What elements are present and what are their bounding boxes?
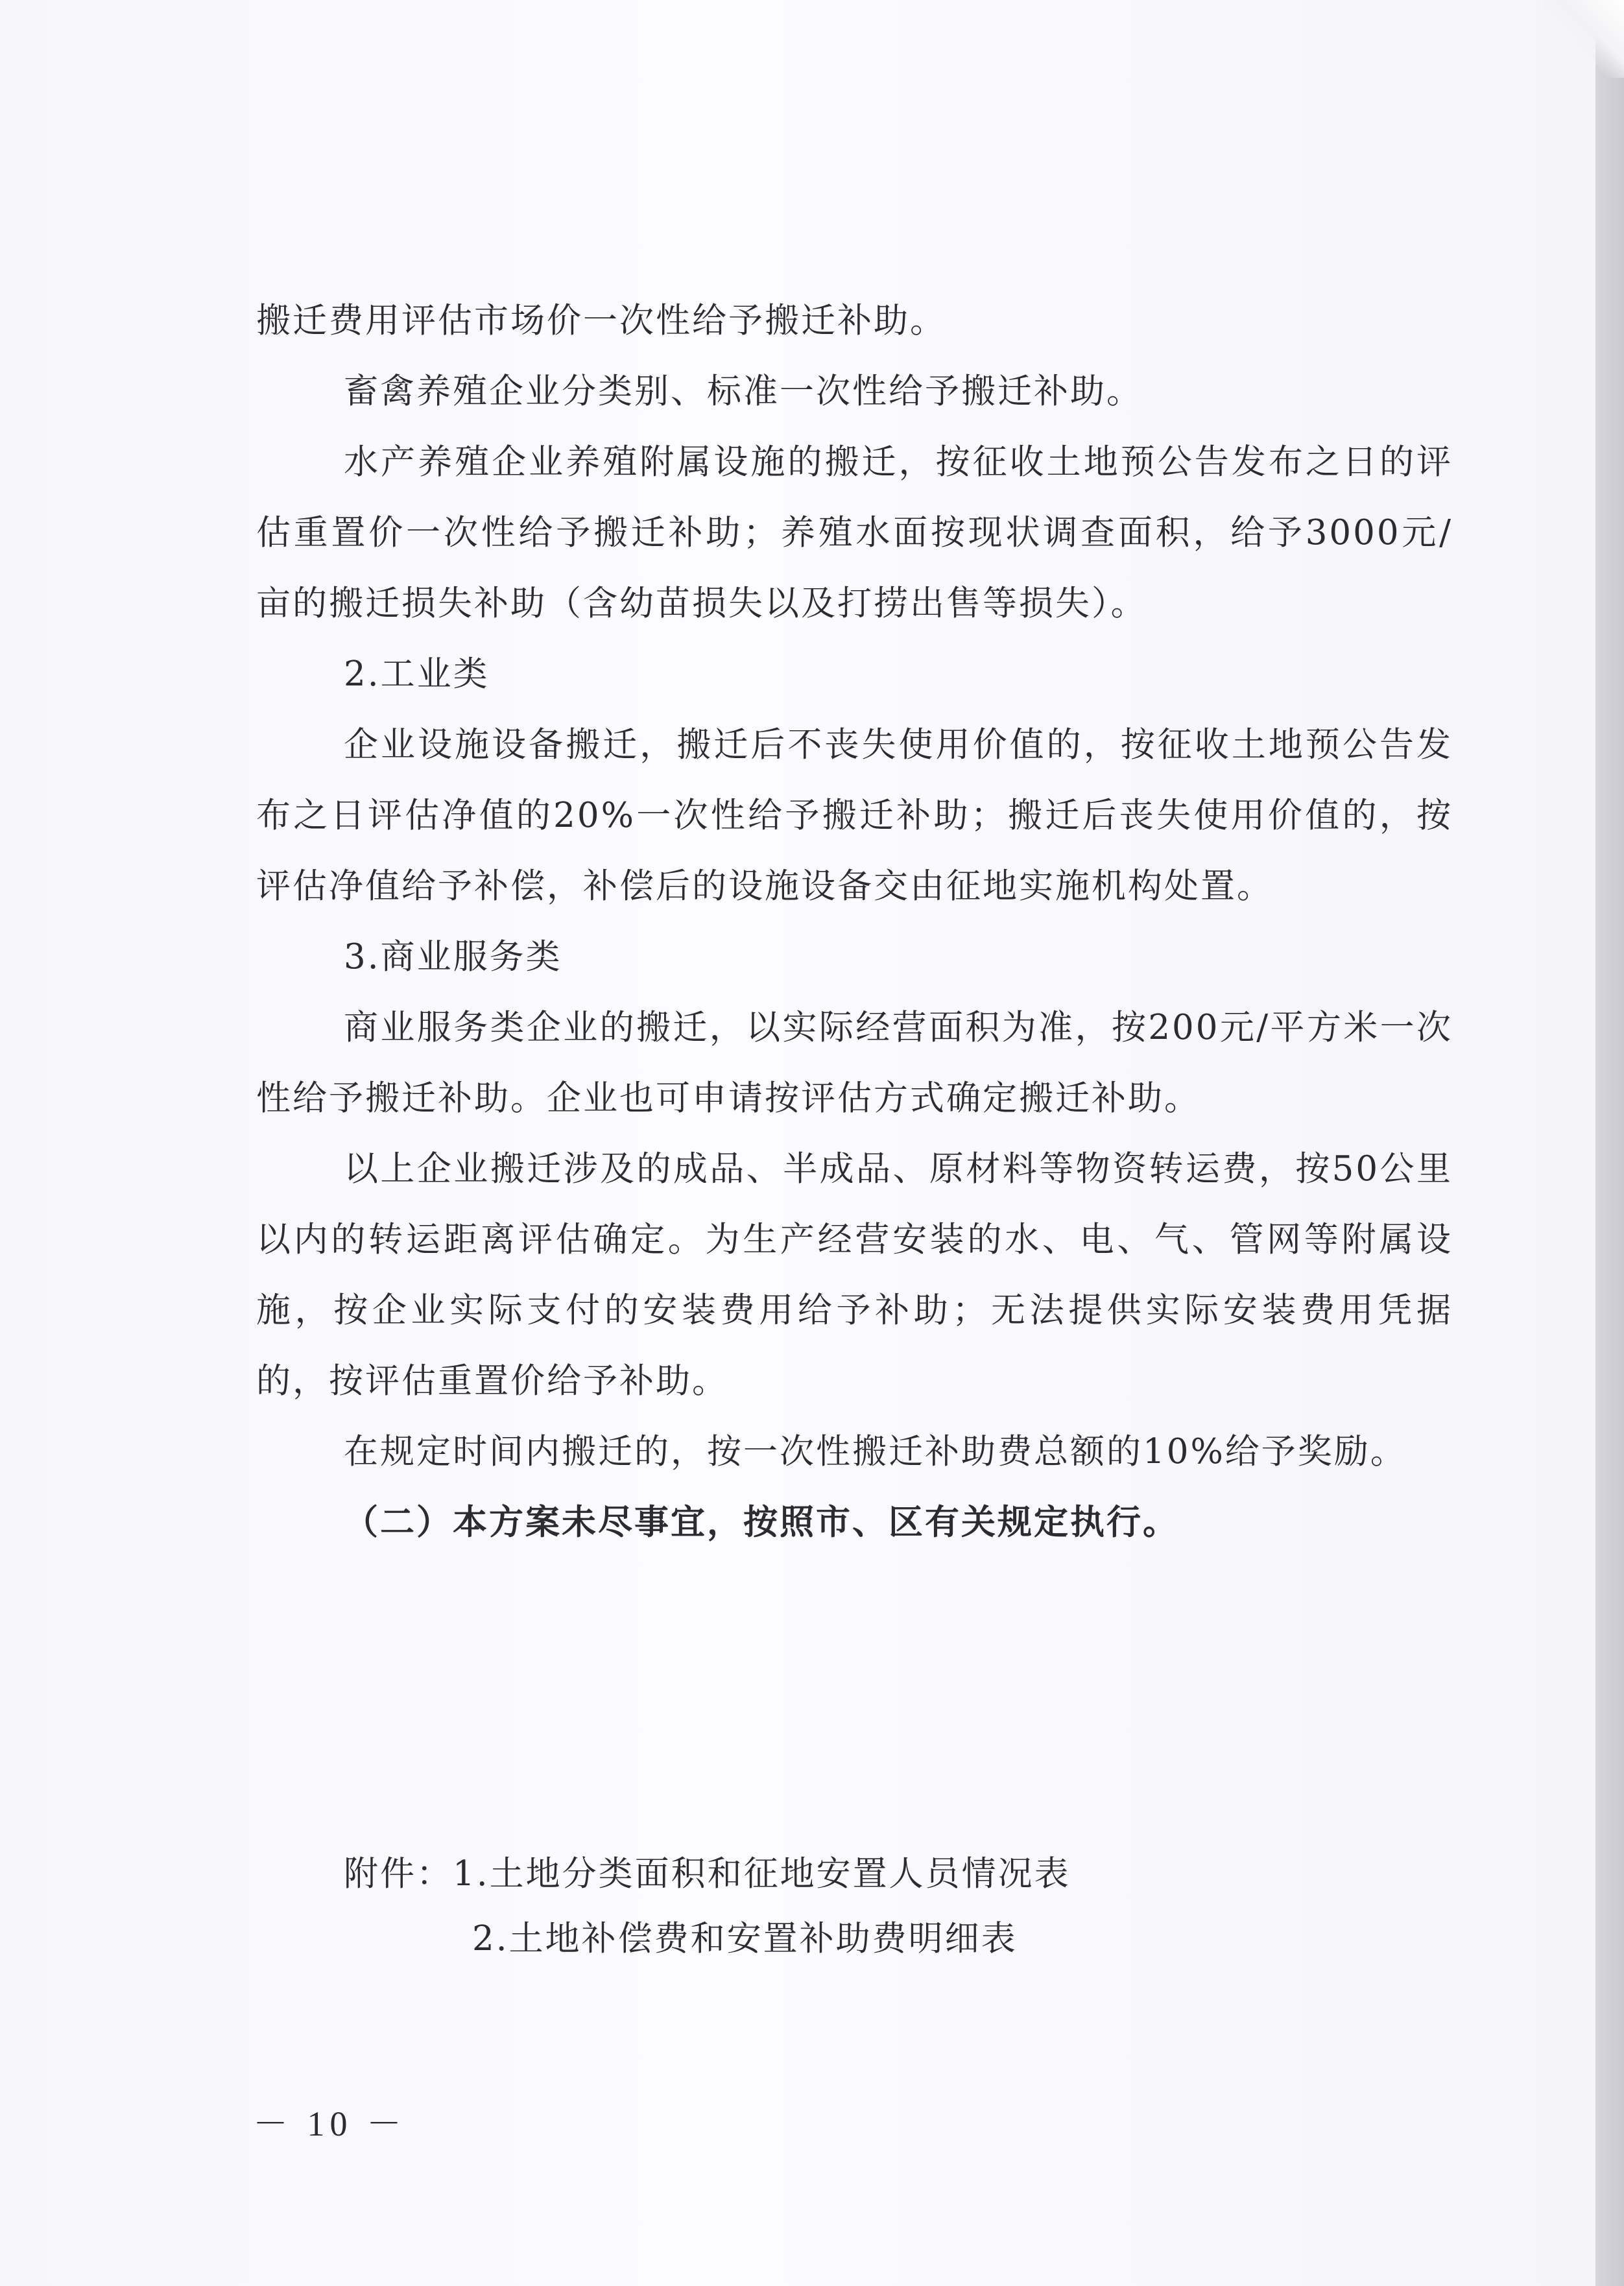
paragraph-3: 水产养殖企业养殖附属设施的搬迁，按征收土地预公告发布之日的评估重置价一次性给予搬迁补助；养殖水面按现状调查面积，给予3000元/亩的搬迁损失补助（含幼苗损失以及打捞出售等损失）。 [256, 442, 1453, 623]
page-corner-curl [1544, 0, 1624, 78]
paragraph-1: 搬迁费用评估市场价一次性给予搬迁补助。 [256, 301, 946, 340]
section-heading-commerce: 3.商业服务类 [344, 937, 562, 977]
scan-edge [1595, 0, 1624, 2286]
attachment-line-2 [472, 1913, 1018, 1965]
attachment-label: 附件： [344, 1854, 453, 1894]
attachment-item-1: 1.土地分类面积和征地安置人员情况表 [453, 1854, 1071, 1894]
attachment-item-2: 2.土地补偿费和安置补助费明细表 [472, 1919, 1018, 1959]
body-text [256, 285, 1453, 1558]
page-number: － 10 － [253, 2104, 407, 2143]
paragraph-7: 商业服务类企业的搬迁，以实际经营面积为准，按200元/平方米一次性给予搬迁补助。企业也可申请按评估方式确定搬迁补助。 [256, 1008, 1453, 1118]
paragraph-10-bold: （二）本方案未尽事宜，按照市、区有关规定执行。 [344, 1502, 1179, 1542]
section-heading-industry: 2.工业类 [344, 654, 490, 694]
paragraph-8: 以上企业搬迁涉及的成品、半成品、原材料等物资转运费，按50公里以内的转运距离评估确定。为生产经营安装的水、电、气、管网等附属设施，按企业实际支付的安装费用给予补助；无法提供实际安装费用凭据的，按评估重置价给予补助。 [256, 1149, 1453, 1401]
paragraph-9: 在规定时间内搬迁的，按一次性搬迁补助费总额的10%给予奖励。 [344, 1432, 1407, 1471]
paragraph-2: 畜禽养殖企业分类别、标准一次性给予搬迁补助。 [344, 372, 1143, 411]
attachment-line-1 [344, 1848, 1071, 1900]
paragraph-5: 企业设施设备搬迁，搬迁后不丧失使用价值的，按征收土地预公告发布之日评估净值的20%一次性给予搬迁补助；搬迁后丧失使用价值的，按评估净值给予补偿，补偿后的设施设备交由征地实施机构处置。 [256, 725, 1453, 906]
